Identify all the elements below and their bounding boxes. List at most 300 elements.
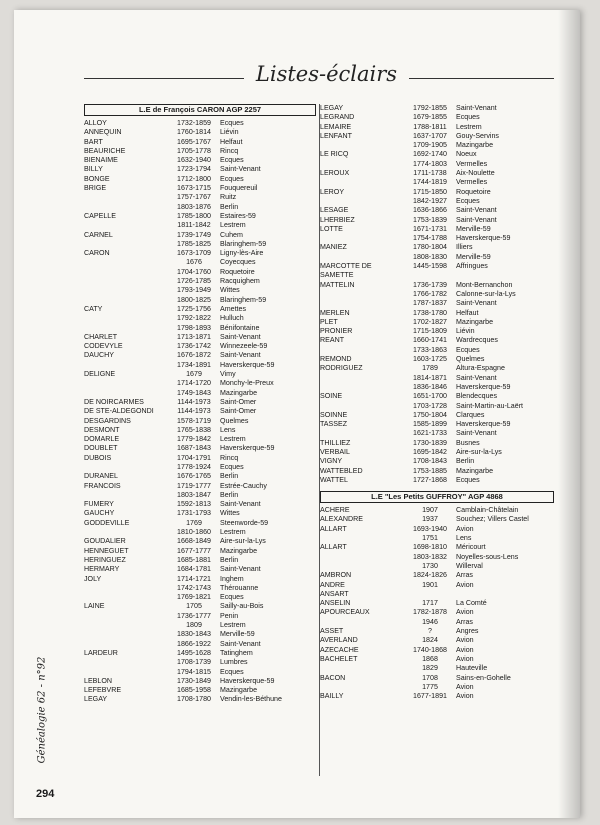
list-item (320, 281, 554, 290)
date-range: 1673-1715 (177, 184, 211, 193)
list-item (320, 627, 554, 636)
place: Mont-Bernanchon (456, 280, 513, 289)
surname (84, 491, 168, 500)
place: Ecques (456, 113, 480, 122)
date-range: 1803-1832 (413, 552, 447, 561)
place: Coyecques (220, 258, 256, 267)
date-range: 1734-1891 (177, 360, 211, 369)
list-item (320, 543, 554, 552)
list-item (84, 305, 316, 314)
date-range: 1445-1598 (413, 262, 447, 271)
list-item (320, 309, 554, 318)
place: Ecques (220, 593, 244, 602)
place: Vimy (220, 370, 236, 379)
place: Avion (456, 654, 474, 663)
place: Angres (456, 627, 479, 636)
place: Blaringhem-59 (220, 295, 267, 304)
date-range: 1736-1777 (177, 611, 211, 620)
surname: BEAURICHE (84, 146, 126, 155)
date-range: 1789 (422, 364, 438, 373)
date-range: 1578-1719 (177, 416, 211, 425)
place: Blaringhem-59 (220, 239, 267, 248)
list-item (320, 150, 554, 159)
left-list (84, 119, 316, 705)
place: Haverskerque-59 (220, 676, 275, 685)
place: Rincq (220, 146, 239, 155)
date-range: 1708-1843 (413, 457, 447, 466)
place: Arras (456, 571, 473, 580)
place: Avion (456, 580, 474, 589)
surname: LAINE (84, 602, 105, 611)
list-item (84, 314, 316, 323)
date-range: 1636-1866 (413, 206, 447, 215)
date-range: 1676-1872 (177, 351, 211, 360)
place: Saint-Venant (456, 206, 497, 215)
list-item (84, 565, 316, 574)
list-item (84, 491, 316, 500)
date-range: 1765-1838 (177, 425, 211, 434)
place (456, 271, 554, 280)
place: Wardrecques (456, 336, 498, 345)
date-range: 1803-1847 (177, 490, 211, 499)
surname: MANIEZ (320, 243, 347, 252)
place: Vermelles (456, 159, 488, 168)
surname (84, 640, 168, 649)
list-item (84, 575, 316, 584)
date-range: 1632-1940 (177, 156, 211, 165)
date-range: 1738-1780 (413, 308, 447, 317)
surname (320, 160, 404, 169)
place: Cuhem (220, 230, 243, 239)
surname: HENNEGUET (84, 546, 129, 555)
place: Berlin (220, 472, 239, 481)
surname: CODEVYLE (84, 342, 123, 351)
list-item (320, 674, 554, 683)
list-item (84, 444, 316, 453)
date-range: 1775 (422, 682, 438, 691)
list-item (84, 286, 316, 295)
surname (320, 374, 404, 383)
surname: BONGE (84, 174, 110, 183)
list-item (84, 417, 316, 426)
date-range: 1730 (422, 561, 438, 570)
place: Mazingarbe (220, 546, 258, 555)
surname (320, 141, 404, 150)
surname: CARNEL (84, 230, 113, 239)
list-item (320, 515, 554, 524)
surname: THILLIEZ (320, 438, 351, 447)
place: Souchez; Villers Castel (456, 515, 529, 524)
date-range: 1693-1940 (413, 524, 447, 533)
date-range: 1144-1973 (177, 397, 211, 406)
place: Thérouanne (220, 583, 259, 592)
date-range (404, 271, 456, 280)
date-range: 1705-1778 (177, 146, 211, 155)
date-range: 1907 (422, 506, 438, 515)
date-range: 1753-1885 (413, 466, 447, 475)
list-item (84, 203, 316, 212)
list-item (320, 636, 554, 645)
list-item (84, 342, 316, 351)
date-range: 1754-1788 (413, 234, 447, 243)
place: Saint-Venant (220, 351, 261, 360)
list-item (320, 364, 554, 373)
place: Mazingarbe (456, 141, 494, 150)
date-range: 1660-1741 (413, 336, 447, 345)
list-item (84, 612, 316, 621)
list-item (84, 240, 316, 249)
date-range: 1684-1781 (177, 565, 211, 574)
surname: CHARLET (84, 332, 118, 341)
place: Ligny-lès-Aire (220, 249, 264, 258)
list-item (320, 618, 554, 627)
surname: LEGRAND (320, 113, 355, 122)
date-range: 1723-1794 (177, 165, 211, 174)
place: Lens (220, 425, 236, 434)
date-range: 1708-1780 (177, 695, 211, 704)
list-item (84, 695, 316, 704)
document-page (14, 10, 580, 818)
surname: GODDEVILLE (84, 518, 130, 527)
list-item (84, 147, 316, 156)
date-range: 1698-1810 (413, 543, 447, 552)
surname (320, 683, 404, 692)
place: Aire-sur-la-Lys (456, 447, 502, 456)
list-item (84, 472, 316, 481)
date-range: 1677-1891 (413, 692, 447, 701)
date-range: 1946 (422, 617, 438, 626)
surname: CATY (84, 304, 103, 313)
list-item (84, 649, 316, 658)
place: Ecques (220, 156, 244, 165)
list-item (84, 351, 316, 360)
place: Saint-Venant (456, 104, 497, 112)
place: Aix-Noulette (456, 169, 495, 178)
date-range: 1730-1839 (413, 438, 447, 447)
surname (320, 253, 404, 262)
place: Lestrem (456, 122, 482, 131)
date-range: 1685-1958 (177, 686, 211, 695)
place: Affringues (456, 262, 488, 271)
place: Saint-Venant (456, 429, 497, 438)
date-range: 1711-1738 (413, 169, 447, 178)
surname (320, 197, 404, 206)
place: Ecques (220, 174, 244, 183)
surname (84, 221, 168, 230)
date-range: 1769 (186, 518, 202, 527)
list-item (84, 324, 316, 333)
date-range: 1749-1843 (177, 388, 211, 397)
date-range: 1740-1868 (413, 645, 447, 654)
list-item (84, 602, 316, 611)
place: Saint-Omer (220, 397, 257, 406)
surname (84, 268, 168, 277)
surname (320, 429, 404, 438)
surname (320, 534, 404, 543)
surname: BILLY (84, 165, 103, 174)
date-range: 1792-1822 (177, 314, 211, 323)
surname (84, 314, 168, 323)
list-item (320, 160, 554, 169)
date-range: 1785-1825 (177, 239, 211, 248)
surname: LEGAY (320, 104, 344, 112)
place: Saint-Omer (220, 407, 257, 416)
date-range: 1736-1739 (413, 280, 447, 289)
place: Steenworde-59 (220, 518, 269, 527)
date-range: 1679-1855 (413, 113, 447, 122)
list-item (320, 178, 554, 187)
place: Sailly-au-Bois (220, 602, 264, 611)
surname: LEGAY (84, 695, 108, 704)
list-item (320, 132, 554, 141)
surname: AMBRON (320, 571, 352, 580)
surname (320, 178, 404, 187)
place: Lens (456, 534, 472, 543)
surname: LOTTE (320, 224, 343, 233)
date-range: 1719-1777 (177, 481, 211, 490)
surname: DOUBLET (84, 444, 118, 453)
date-range: 1695-1842 (413, 447, 447, 456)
list-item (84, 193, 316, 202)
list-item (84, 184, 316, 193)
place: Saint-Venant (456, 215, 497, 224)
left-column (84, 104, 316, 705)
list-item (320, 262, 554, 271)
surname (84, 277, 168, 286)
date-range: 1782-1878 (413, 608, 447, 617)
date-range: 1651-1700 (413, 392, 447, 401)
surname: HERINGUEZ (84, 555, 126, 564)
surname: TASSEZ (320, 420, 348, 429)
place: Hulluch (220, 314, 244, 323)
surname (84, 296, 168, 305)
surname: LHERBIEZ (320, 215, 355, 224)
date-range: 1727-1868 (413, 475, 447, 484)
list-item (84, 482, 316, 491)
surname: LESAGE (320, 206, 349, 215)
place: Calonne-sur-la-Lys (456, 289, 516, 298)
date-range: 1739-1749 (177, 230, 211, 239)
list-item (84, 231, 316, 240)
date-range: 1814-1871 (413, 373, 447, 382)
surname (320, 346, 404, 355)
place: Lumbres (220, 658, 248, 667)
surname: BACHELET (320, 654, 358, 663)
list-item (84, 221, 316, 230)
surname: AVERLAND (320, 636, 358, 645)
date-range: 1760-1814 (177, 128, 211, 137)
surname: JOLY (84, 574, 102, 583)
list-item (320, 123, 554, 132)
place: Ecques (456, 345, 480, 354)
list-item (320, 467, 554, 476)
list-item (320, 104, 554, 113)
place: Tatinghem (220, 648, 253, 657)
place: Haverskerque-59 (220, 360, 275, 369)
surname (320, 618, 404, 627)
list-item (320, 646, 554, 655)
date-range: 1692-1740 (413, 150, 447, 159)
date-range: 1144-1973 (177, 407, 211, 416)
surname: BIENAIME (84, 156, 118, 165)
place: Ecques (456, 196, 480, 205)
date-range: ? (428, 627, 432, 636)
section-header-guffroy: L.E "Les Petits GUFFROY" AGP 4868 (320, 491, 554, 503)
place: Ecques (220, 667, 244, 676)
list-item (84, 361, 316, 370)
list-item (84, 500, 316, 509)
place: Avion (456, 608, 474, 617)
list-item (320, 525, 554, 534)
list-item (320, 476, 554, 485)
surname: LEBLON (84, 676, 112, 685)
surname: DE STE-ALDEGONDI (84, 407, 154, 416)
place: Winnezeele-59 (220, 342, 268, 351)
list-item (84, 435, 316, 444)
date-range: 1810-1860 (177, 528, 211, 537)
surname (320, 383, 404, 392)
surname (84, 240, 168, 249)
surname: LARDEUR (84, 648, 118, 657)
date-range: 1780-1804 (413, 243, 447, 252)
list-item (84, 156, 316, 165)
date-range: 1717 (422, 599, 438, 608)
date-range: 1685-1881 (177, 555, 211, 564)
list-item (320, 206, 554, 215)
date-range: 1769-1821 (177, 593, 211, 602)
list-item (84, 296, 316, 305)
date-range: 1830-1843 (177, 630, 211, 639)
list-item (320, 420, 554, 429)
place: Avion (456, 524, 474, 533)
surname: ALLOY (84, 119, 107, 127)
list-item (320, 197, 554, 206)
surname: SAMETTE (320, 271, 354, 280)
page-title: Listes-éclairs (255, 62, 398, 86)
date-range: 1753-1839 (413, 215, 447, 224)
date-range: 1708-1739 (177, 658, 211, 667)
surname: WATTEBLED (320, 466, 363, 475)
surname (84, 612, 168, 621)
surname: PRONIER (320, 327, 353, 336)
place: Méricourt (456, 543, 486, 552)
surname: ALLART (320, 543, 347, 552)
place: Lestrem (220, 621, 246, 630)
date-range: 1732-1859 (177, 119, 211, 127)
list-item (84, 212, 316, 221)
surname (320, 290, 404, 299)
place: Racquighem (220, 277, 260, 286)
place: Wittes (220, 509, 240, 518)
list-item (84, 519, 316, 528)
surname (84, 361, 168, 370)
surname: DE NOIRCARMES (84, 397, 144, 406)
place: Mazingarbe (456, 317, 494, 326)
list-item (320, 392, 554, 401)
place: Ruitz (220, 193, 237, 202)
place: Haverskerque-59 (456, 382, 511, 391)
surname: DELIGNE (84, 370, 116, 379)
surname: CAPELLE (84, 211, 116, 220)
page-header (84, 62, 554, 92)
journal-sidebar (36, 650, 48, 770)
surname: ANDRE (320, 580, 345, 589)
place: La Comté (456, 599, 487, 608)
date-range: 1637-1707 (413, 131, 447, 140)
place: Inghem (220, 574, 244, 583)
list-item (320, 243, 554, 252)
place: Saint-Venant (220, 565, 261, 574)
place: Liévin (220, 128, 239, 137)
date-range: 1866-1922 (177, 639, 211, 648)
date-range: 1736-1742 (177, 342, 211, 351)
surname: SOINE (320, 392, 343, 401)
date-range: 1937 (422, 515, 438, 524)
list-item (84, 556, 316, 565)
list-item (320, 253, 554, 262)
surname (84, 193, 168, 202)
date-range: 1709-1905 (413, 141, 447, 150)
surname (84, 286, 168, 295)
list-item (84, 258, 316, 267)
list-item (320, 411, 554, 420)
surname (84, 658, 168, 667)
surname: BAILLY (320, 692, 344, 701)
list-item (84, 175, 316, 184)
list-item (320, 683, 554, 692)
surname: GOUDALIER (84, 537, 126, 546)
surname: ALEXANDRE (320, 515, 363, 524)
list-item (320, 271, 554, 280)
list-item (84, 138, 316, 147)
place: Monchy-le-Preux (220, 379, 274, 388)
place: Noeux (456, 150, 477, 159)
list-item (320, 590, 554, 599)
date-range: 1730-1849 (177, 676, 211, 685)
title-rule-left (84, 78, 244, 79)
surname (320, 402, 404, 411)
date-range: 1750-1804 (413, 410, 447, 419)
list-item (320, 318, 554, 327)
surname: VERBAIL (320, 447, 350, 456)
place: Avion (456, 636, 474, 645)
date-range: 1829 (422, 664, 438, 673)
list-item (320, 457, 554, 466)
date-range: 1842-1927 (413, 196, 447, 205)
date-range: 1766-1782 (413, 289, 447, 298)
list-item (320, 692, 554, 701)
place: Noyelles-sous-Lens (456, 552, 519, 561)
date-range: 1836-1846 (413, 382, 447, 391)
place: Vermelles (456, 178, 488, 187)
list-item (320, 402, 554, 411)
journal-name: Généalogie 62 - n°92 (36, 656, 48, 764)
list-item (320, 448, 554, 457)
surname: PLET (320, 317, 338, 326)
surname: ASSET (320, 627, 344, 636)
date-range: 1671-1731 (413, 224, 447, 233)
place: Lestrem (220, 528, 246, 537)
list-item (320, 336, 554, 345)
place: Saint-Martin-au-Laërt (456, 401, 524, 410)
place: Berlin (220, 490, 239, 499)
date-range: 1704-1791 (177, 453, 211, 462)
list-item (320, 346, 554, 355)
date-range (404, 590, 456, 599)
place: Mazingarbe (456, 466, 494, 475)
surname: CARON (84, 249, 110, 258)
place: Saint-Venant (456, 299, 497, 308)
